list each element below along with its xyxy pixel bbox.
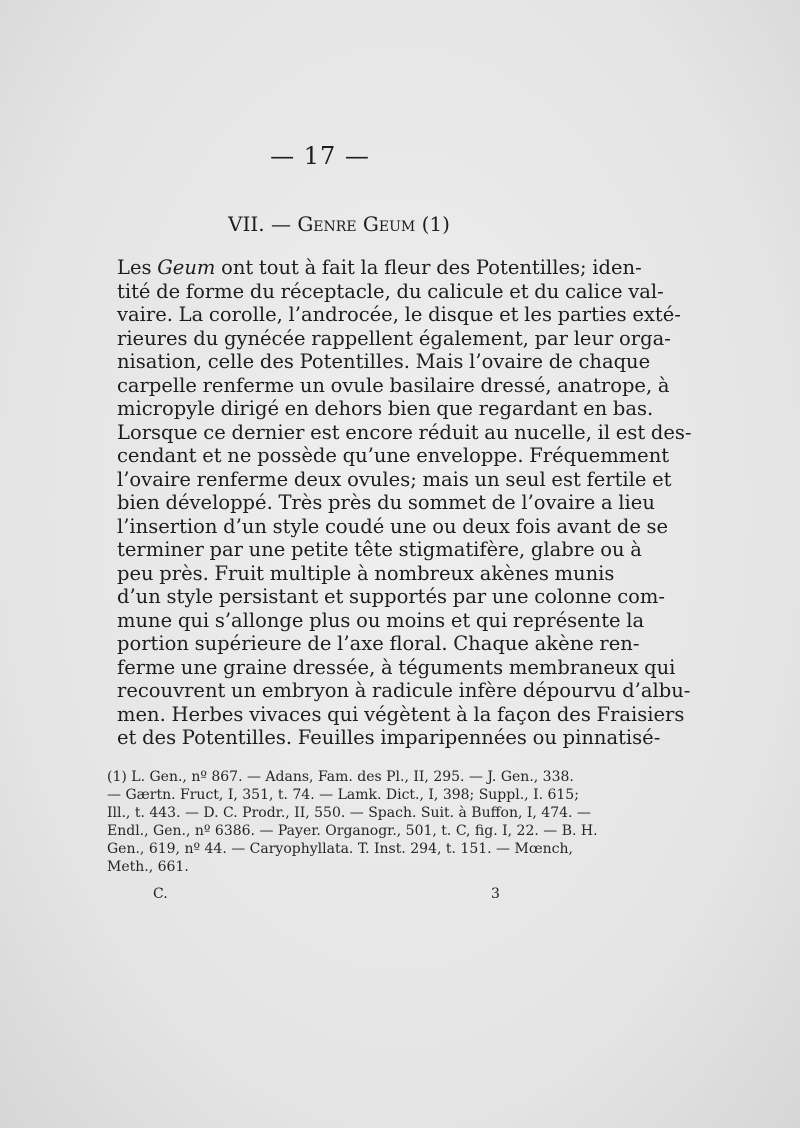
body-text-segment: d’un style persistant et supportés par une colonne com- bbox=[117, 585, 665, 608]
body-line bbox=[117, 561, 615, 586]
body-line bbox=[117, 491, 655, 515]
footnote-line: Meth., 661. bbox=[107, 859, 189, 875]
body-line bbox=[117, 279, 664, 304]
body-paragraph bbox=[117, 256, 692, 750]
heading-prefix: VII. — bbox=[228, 212, 298, 236]
body-line bbox=[117, 538, 642, 562]
body-line bbox=[117, 256, 642, 280]
body-text-segment: portion supérieure de l’axe floral. Chaque akène ren- bbox=[117, 632, 640, 655]
body-text-segment: vaire. La corolle, l’androcée, le disque et les parties exté- bbox=[117, 303, 681, 326]
body-text-segment: cendant et ne possède qu’une enveloppe. Fréquemment bbox=[117, 444, 670, 467]
footnote-line: — Gærtn. Fruct, I, 351, t. 74. — Lamk. Dict., I, 398; Suppl., I. 615; bbox=[107, 787, 579, 803]
body-text-segment: recouvrent un embryon à radicule infère dépourvu d’albu- bbox=[117, 679, 691, 702]
footnote-line: Endl., Gen., nº 6386. — Payer. Organogr., 501, t. C, fig. I, 22. — B. H. bbox=[107, 823, 598, 839]
heading-genre: Genre bbox=[297, 212, 357, 236]
body-text-segment: Geum bbox=[157, 256, 216, 279]
body-text-segment: ont tout à fait la fleur des Potentilles; iden- bbox=[215, 256, 642, 279]
body-text-segment: mune qui s’allonge plus ou moins et qui représente la bbox=[117, 608, 645, 632]
body-text-segment: ferme une graine dressée, à téguments membraneux qui bbox=[117, 655, 676, 679]
body-text-segment: carpelle renferme un ovule basilaire dressé, anatrope, à bbox=[117, 373, 670, 397]
body-text-segment: l’ovaire renferme deux ovules; mais un seul est fertile et bbox=[117, 467, 672, 491]
heading-geum: Geum bbox=[362, 212, 416, 236]
body-text-segment: peu près. Fruit multiple à nombreux akènes munis bbox=[117, 561, 615, 585]
body-line bbox=[117, 467, 672, 492]
body-line bbox=[117, 326, 671, 351]
body-line bbox=[117, 350, 651, 374]
body-line bbox=[117, 655, 676, 680]
body-line bbox=[117, 585, 665, 609]
footnotes bbox=[107, 768, 598, 876]
body-text-segment: Lorsque ce dernier est encore réduit au nucelle, il est des- bbox=[117, 420, 692, 444]
heading-footnote-ref: (1) bbox=[421, 212, 450, 236]
body-line bbox=[117, 632, 640, 656]
body-line bbox=[117, 679, 691, 703]
body-text-segment: rieures du gynécée rappellent également, par leur orga- bbox=[117, 326, 671, 350]
body-text-segment: tité de forme du réceptacle, du calicule et du calice val- bbox=[117, 279, 664, 303]
section-heading bbox=[228, 212, 450, 236]
footnote-line: (1) L. Gen., nº 867. — Adans, Fam. des Pl., II, 295. — J. Gen., 338. bbox=[107, 769, 574, 785]
body-text-segment: l’insertion d’un style coudé une ou deux fois avant de se bbox=[117, 514, 669, 538]
body-text-segment: Les bbox=[117, 256, 158, 279]
body-text-segment: nisation, celle des Potentilles. Mais l’ovaire de chaque bbox=[117, 350, 651, 373]
body-line bbox=[117, 303, 681, 327]
body-line bbox=[117, 514, 669, 539]
body-line bbox=[117, 608, 645, 633]
body-text-segment: micropyle dirigé en dehors bien que regardant en bas. bbox=[117, 397, 654, 420]
body-line bbox=[117, 420, 692, 445]
body-text-segment: terminer par une petite tête stigmatifère, glabre ou à bbox=[117, 538, 642, 561]
body-text-segment: et des Potentilles. Feuilles imparipennées ou pinnatisé- bbox=[117, 726, 661, 749]
body-line bbox=[117, 397, 654, 421]
body-text-segment: men. Herbes vivaces qui végètent à la façon des Fraisiers bbox=[117, 702, 685, 726]
body-line bbox=[117, 702, 685, 727]
body-line bbox=[117, 444, 670, 468]
body-line bbox=[117, 726, 661, 750]
signature-mark-right: 3 bbox=[491, 886, 500, 902]
footnote-line: Ill., t. 443. — D. C. Prodr., II, 550. — Spach. Suit. à Buffon, I, 474. — bbox=[107, 805, 591, 821]
page-number: — 17 — bbox=[270, 142, 370, 170]
body-line bbox=[117, 373, 670, 398]
signature-mark-left: C. bbox=[153, 886, 168, 902]
footnote-line: Gen., 619, nº 44. — Caryophyllata. T. Inst. 294, t. 151. — Mœnch, bbox=[107, 841, 573, 857]
body-text-segment: bien développé. Très près du sommet de l’ovaire a lieu bbox=[117, 491, 655, 514]
